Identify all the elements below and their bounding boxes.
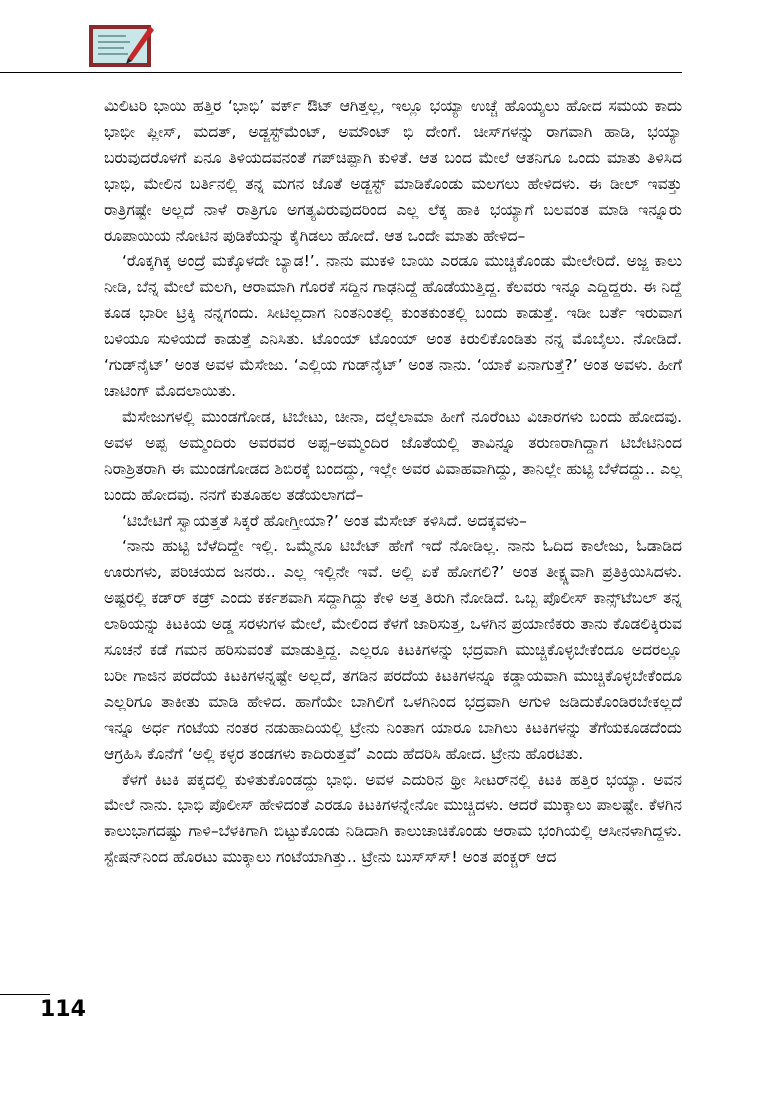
footer-rule <box>0 994 50 995</box>
paragraph: ಮಿಲಿಟರಿ ಭಾಯಿ ಹತ್ತಿರ ‘ಭಾಭಿ’ ವರ್ಕ್ ಔಟ್ ಆಗಿತ್ತಲ್ಲ, ಇಲ್ಲೂ ಭಯ್ಯಾ ಉಚ್ಚೆ ಹೊಯ್ಯಲು ಹೋದ ಸಮಯ ಕಾದು ಭಾಭೀ ಪ್ಲೀಸ್, ಮದತ್, ಅಡ್ಜಸ್ಟ್‌ಮೆಂಟ್, ಅಮೌಂಟ್ ಭಿ ದೇಂಗೆ. ಚೀಸ್‌ಗಳನ್ನು ರಾಗವಾಗಿ ಹಾಡಿ, ಭಯ್ಯಾ ಬರುವುದರೊಳಗೆ ಏನೂ ತಿಳಿಯದವನಂತೆ ಗಪ್‌ಚಿಪ್ಪಾಗಿ ಕುಳಿತೆ. ಆತ ಬಂದ ಮೇಲೆ ಆತನಿಗೂ ಒಂದು ಮಾತು ತಿಳಿಸಿದ ಭಾಭಿ, ಮೇಲಿನ ಬರ್ತಿನಲ್ಲಿ ತನ್ನ ಮಗನ ಜೊತೆ ಅಡ್ಜಸ್ಟ್ ಮಾಡಿಕೊಂಡು ಮಲಗಲು ಹೇಳಿದಳು. ಈ ಡೀಲ್ ಇವತ್ತು ರಾತ್ರಿಗಷ್ಟೇ ಅಲ್ಲದೆ ನಾಳೆ ರಾತ್ರಿಗೂ ಅಗತ್ಯವಿರುವುದರಿಂದ ಎಲ್ಲ ಲೆಕ್ಕ ಹಾಕಿ ಭಯ್ಯಾಗೆ ಬಲವಂತ ಮಾಡಿ ಇನ್ನೂರು ರೂಪಾಯಿಯ ನೋಟಿನ ಪುಡಿಕೆಯನ್ನು ಕೈಗಿಡಲು ಹೋದೆ. ಆತ ಒಂದೇ ಮಾತು ಹೇಳಿದ– <box>104 97 682 245</box>
paragraph: ‘ಟಿಬೇಟಿಗೆ ಸ್ವಾಯತ್ತತೆ ಸಿಕ್ಕರೆ ಹೋಗ್ತೀಯಾ?’ ಅಂತ ಮೆಸೇಜ್ ಕಳಿಸಿದೆ. ಅದಕ್ಕವಳು– <box>122 511 527 530</box>
scroll-quill-logo <box>86 20 156 70</box>
paragraph: ಮೆಸೇಜುಗಳಲ್ಲಿ ಮುಂಡಗೋಡ, ಟಿಬೇಟು, ಚೀನಾ, ದಲ್ಲೆಲಾಮಾ ಹೀಗೆ ನೂರೆಂಟು ವಿಚಾರಗಳು ಬಂದು ಹೋದವು. ಅವಳ ಅಪ್ಪ ಅಮ್ಮಂದಿರು ಅವರವರ ಅಪ್ಪ–ಅಮ್ಮಂದಿರ ಜೊತೆಯಲ್ಲಿ ತಾವಿನ್ನೂ ತರುಣರಾಗಿದ್ದಾಗ ಟಿಬೇಟಿನಿಂದ ನಿರಾಶ್ರಿತರಾಗಿ ಈ ಮುಂಡಗೋಡದ ಶಿಬಿರಕ್ಕೆ ಬಂದದ್ದು, ಇಲ್ಲೇ ಅವರ ವಿವಾಹವಾಗಿದ್ದು, ತಾನಿಲ್ಲೇ ಹುಟ್ಟಿ ಬೆಳೆದದ್ದು.. ಎಲ್ಲ ಬಂದು ಹೋದವು. ನನಗೆ ಕುತೂಹಲ ತಡೆಯಲಾಗದೆ– <box>104 407 682 504</box>
paragraph: ಕೆಳಗೆ ಕಿಟಕಿ ಪಕ್ಕದಲ್ಲಿ ಕುಳಿತುಕೊಂಡದ್ದು ಭಾಭಿ. ಅವಳ ಎದುರಿನ ಥ್ರೀ ಸೀಟರ್‌ನಲ್ಲಿ ಕಿಟಕಿ ಹತ್ತಿರ ಭಯ್ಯಾ. ಅವನ ಮೇಲೆ ನಾನು. ಭಾಭಿ ಪೊಲೀಸ್ ಹೇಳಿದಂತೆ ಎರಡೂ ಕಿಟಕಿಗಳನ್ನೇನೋ ಮುಚ್ಚಿದಳು. ಆದರೆ ಮುಕ್ಕಾಲು ಪಾಲಷ್ಟೇ. ಕೆಳಗಿನ ಕಾಲುಭಾಗದಷ್ಟು ಗಾಳಿ–ಬೆಳಕಿಗಾಗಿ ಬಿಟ್ಟುಕೊಂಡು ನಿಡಿದಾಗಿ ಕಾಲುಚಾಚಿಕೊಂಡು ಆರಾಮ ಭಂಗಿಯಲ್ಲಿ ಆಸೀನಳಾಗಿದ್ದಳು. ಸ್ಟೇಷನ್‌ನಿಂದ ಹೊರಟು ಮುಕ್ಕಾಲು ಗಂಟೆಯಾಗಿತ್ತು.. ಟ್ರೇನು ಬುಸ್‌ಸ್‌ಸ್! ಅಂತ ಪಂಕ್ಚರ್ ಆದ <box>104 770 682 867</box>
header-rule <box>0 72 682 73</box>
page-number: 114 <box>40 997 86 1022</box>
document-body <box>104 94 682 871</box>
paragraph: ‘ರೊಕ್ಕಗಿಕ್ಕ ಅಂದ್ರೆ ಮಕ್ಕೊಳದೇ ಬ್ಯಾಡ!’. ನಾನು ಮುಕಳಿ ಬಾಯಿ ಎರಡೂ ಮುಚ್ಚಿಕೊಂಡು ಮೇಲೇರಿದೆ. ಅಜ್ಜ ಕಾಲು ನೀಡಿ, ಬೆನ್ನ ಮೇಲೆ ಮಲಗಿ, ಆರಾಮಾಗಿ ಗೊರಕೆ ಸದ್ದಿನ ಗಾಢನಿದ್ದೆ ಹೊಡೆಯುತ್ತಿದ್ದ. ಕೆಲವರು ಇನ್ನೂ ಎದ್ದಿದ್ದರು. ಈ ನಿದ್ದೆ ಕೂಡ ಭಾರೀ ಟ್ರಿಕ್ಕಿ ನನ್ನಗಂದು. ಸೀಟಿಲ್ಲದಾಗ ನಿಂತನಿಂತಲ್ಲಿ ಕುಂತಕುಂತಲ್ಲಿ ಬಂದು ಕಾಡುತ್ತೆ. ಇಡೀ ಬರ್ತೆ ಇರುವಾಗ ಬಳಿಯೂ ಸುಳಿಯದೆ ಕಾಡುತ್ತೆ ಎನಿಸಿತು. ಟೊಂಯ್ ಟೊಂಯ್ ಅಂತ ಕಿರುಲಿಕೊಂಡಿತು ನನ್ನ ಮೊಬೈಲು. ನೋಡಿದೆ. ‘ಗುಡ್‌ನೈಟ್’ ಅಂತ ಅವಳ ಮೆಸೇಜು. ‘ಎಲ್ಲಿಯ ಗುಡ್‌ನೈಟ್’ ಅಂತ ನಾನು. ‘ಯಾಕೆ ಏನಾಗುತ್ತೆ?’ ಅಂತ ಅವಳು. ಹೀಗೆ ಚಾಟಿಂಗ್ ಮೊದಲಾಯಿತು. <box>104 252 682 400</box>
scroll-quill-icon <box>86 20 156 70</box>
paragraph: ‘ನಾನು ಹುಟ್ಟಿ ಬೆಳೆದಿದ್ದೇ ಇಲ್ಲಿ. ಒಮ್ಮೆನೂ ಟಿಬೇಟ್ ಹೇಗೆ ಇದೆ ನೋಡಿಲ್ಲ. ನಾನು ಓದಿದ ಕಾಲೇಜು, ಓಡಾಡಿದ ಊರುಗಳು, ಪರಿಚಯದ ಜನರು.. ಎಲ್ಲ ಇಲ್ಲಿನೇ ಇವೆ. ಅಲ್ಲಿ ಏಕೆ ಹೋಗಲಿ?’ ಅಂತ ತೀಕ್ಷ್ಣವಾಗಿ ಪ್ರತಿಕ್ರಿಯಿಸಿದಳು. ಅಷ್ಟರಲ್ಲಿ ಕಡ್‌ರ್ ಕಡ್ರ್ ಎಂದು ಕರ್ಕಶವಾಗಿ ಸದ್ದಾಗಿದ್ದು ಕೇಳಿ ಅತ್ತ ತಿರುಗಿ ನೋಡಿದೆ. ಒಬ್ಬ ಪೊಲೀಸ್ ಕಾನ್ಸ್‌ಟೆಬಲ್ ತನ್ನ ಲಾಠಿಯನ್ನು ಕಿಟಕಿಯ ಅಡ್ಡ ಸರಳುಗಳ ಮೇಲೆ, ಮೇಲಿಂದ ಕೆಳಗೆ ಜಾರಿಸುತ್ತ, ಒಳಗಿನ ಪ್ರಯಾಣಿಕರು ತಾನು ಕೊಡಲಿಕ್ಕಿರುವ ಸೂಚನೆ ಕಡೆ ಗಮನ ಹರಿಸುವಂತೆ ಮಾಡುತ್ತಿದ್ದ. ಎಲ್ಲರೂ ಕಿಟಕಿಗಳನ್ನು ಭದ್ರವಾಗಿ ಮುಚ್ಚಿಕೊಳ್ಳಬೇಕೆಂದೂ ಅದರಲ್ಲೂ ಬರೀ ಗಾಜಿನ ಪರದೆಯ ಕಿಟಕಿಗಳನ್ನಷ್ಟೇ ಅಲ್ಲದೆ, ತಗಡಿನ ಪರದೆಯ ಕಿಟಕಿಗಳನ್ನೂ ಕಡ್ಡಾಯವಾಗಿ ಮುಚ್ಚಿಕೊಳ್ಳಬೇಕೆಂದೂ ಎಲ್ಲರಿಗೂ ತಾಕೀತು ಮಾಡಿ ಹೇಳಿದ. ಹಾಗೆಯೇ ಬಾಗಿಲಿಗೆ ಒಳಗಿನಿಂದ ಭದ್ರವಾಗಿ ಅಗುಳಿ ಜಡಿದುಕೊಂಡಿರಬೇಕಲ್ಲದೆ ಇನ್ನೂ ಅರ್ಧ ಗಂಟೆಯ ನಂತರ ನಡುಹಾದಿಯಲ್ಲಿ ಟ್ರೇನು ನಿಂತಾಗ ಯಾರೂ ಬಾಗಿಲು ಕಿಟಕಿಗಳನ್ನು ತೆಗೆಯಕೂಡದೆಂದು ಆಗ್ರಹಿಸಿ ಕೊನೆಗೆ ‘ಅಲ್ಲಿ ಕಳ್ಳರ ತಂಡಗಳು ಕಾದಿರುತ್ತವೆ’ ಎಂದು ಹೆದರಿಸಿ ಹೋದ. ಟ್ರೇನು ಹೊರಟಿತು. <box>104 537 682 763</box>
